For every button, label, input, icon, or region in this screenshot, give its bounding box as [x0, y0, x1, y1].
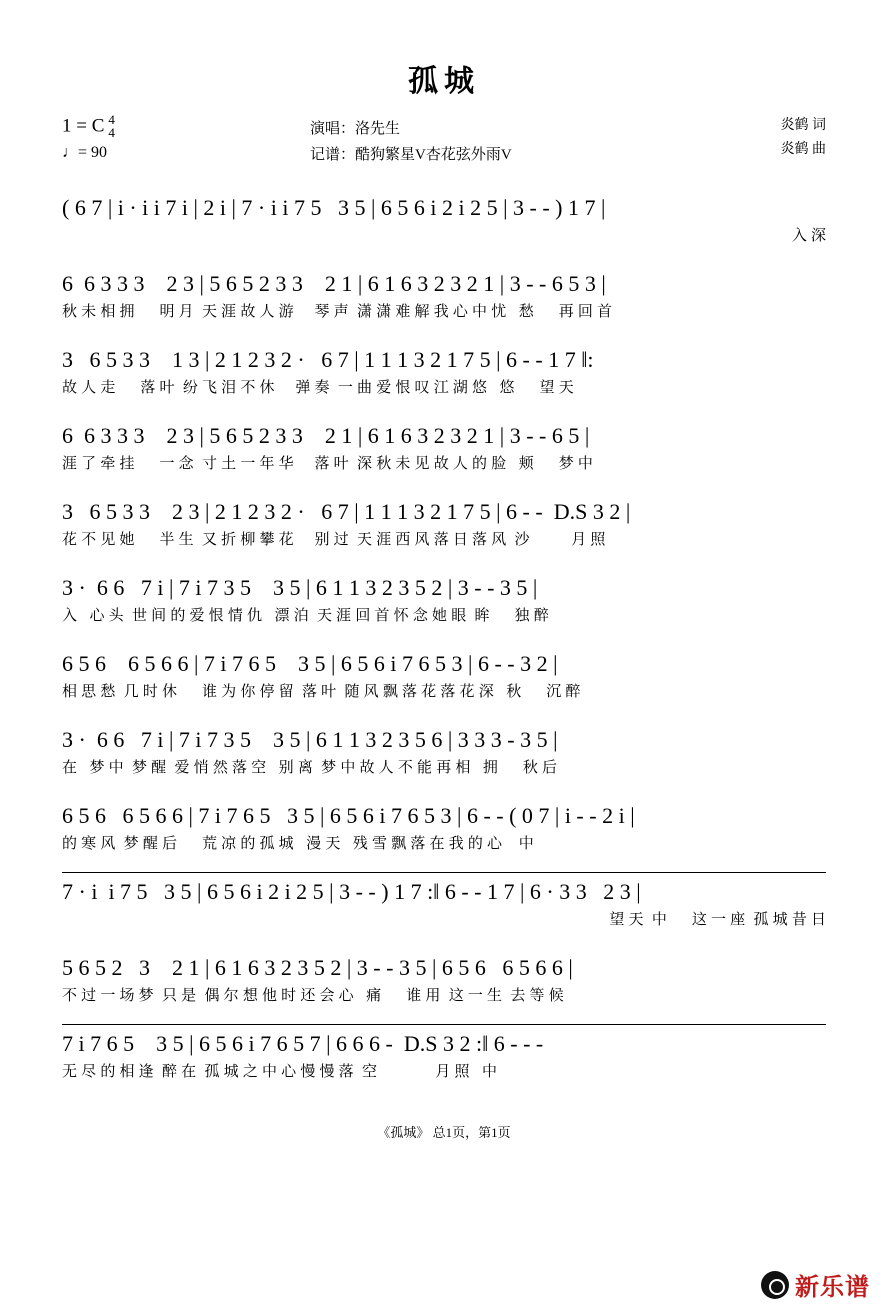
- lyricist-credit: 炎鹤 词: [780, 118, 826, 133]
- lyrics-row: 秋 未 相 拥 明 月 天 涯 故 人 游 琴 声 潇 潇 难 解 我 心 中 忧 愁 再 回 首: [62, 303, 613, 320]
- lyrics-row: 入 心 头 世 间 的 爱 恨 情 仇 漂 泊 天 涯 回 首 怀 念 她 眼 眸 独 醉: [62, 607, 549, 624]
- lyrics-row: 的 寒 风 梦 醒 后 荒 凉 的 孤 城 漫 天 残 雪 飘 落 在 我 的 心 中: [62, 835, 534, 852]
- lyrics-row: 无 尽 的 相 逢 醉 在 孤 城 之 中 心 慢 慢 落 空 月 照 中: [62, 1063, 498, 1080]
- staff-system: [62, 420, 826, 496]
- staff-system: [62, 496, 826, 572]
- logo-icon: [761, 1271, 789, 1299]
- composer-credit: 炎鹤 曲: [780, 142, 826, 157]
- notation-row: 6 6 3 3 3 2 3 | 5 6 5 2 3 3 2 1 | 6 1 6 3 2 3 2 1 | 3 - - 6 5 |: [62, 423, 590, 448]
- lyrics-row: 故 人 走 落 叶 纷 飞 泪 不 休 弹 奏 一 曲 爱 恨 叹 江 湖 悠 悠 望 天: [62, 379, 574, 396]
- time-signature: [108, 113, 115, 139]
- key-signature: [62, 114, 115, 140]
- notation-row: 3 6 5 3 3 1 3 | 2 1 2 3 2 · 6 7 | 1 1 1 3 2 1 7 5 | 6 - - 1 7 ‖:: [62, 347, 594, 372]
- lyrics-row: 在 梦 中 梦 醒 爱 悄 然 落 空 别 离 梦 中 故 人 不 能 再 相 拥 秋 后: [62, 759, 558, 776]
- lyrics-row: 入 深: [791, 227, 826, 244]
- performer-line: 演唱：洛先生: [310, 121, 401, 137]
- staff-system: [62, 800, 826, 876]
- logo-text: 新乐谱: [795, 1274, 870, 1301]
- lyrics-row: 花 不 见 她 半 生 又 折 柳 攀 花 别 过 天 涯 西 风 落 日 落 风 沙 月 照: [62, 531, 606, 548]
- lyrics-row: 涯 了 牵 挂 一 念 寸 土 一 年 华 落 叶 深 秋 未 见 故 人 的 脸 颊 梦 中: [62, 455, 593, 472]
- page-footer: 《孤城》 总1页，第1页: [377, 1125, 511, 1140]
- notation-row: 3 · 6 6 7 i | 7 i 7 3 5 3 5 | 6 1 1 3 2 3 5 6 | 3 3 3 - 3 5 |: [62, 727, 558, 752]
- staff-system: [62, 1028, 826, 1104]
- time-signature-top: 4: [108, 112, 115, 127]
- notation-line: 记谱：酷狗繁星V杏花弦外雨V: [310, 147, 512, 163]
- lyrics-row: 不 过 一 场 梦 只 是 偶 尔 想 他 时 还 会 心 痛 谁 用 这 一 生 去 等 候: [62, 987, 564, 1004]
- staff-system: [62, 192, 826, 268]
- notation-row: 6 5 6 6 5 6 6 | 7 i 7 6 5 3 5 | 6 5 6 i 7 6 5 3 | 6 - - 3 2 |: [62, 651, 558, 676]
- notation-row: 7 · i i 7 5 3 5 | 6 5 6 i 2 i 2 5 | 3 - - ) 1 7 :‖ 6 - - 1 7 | 6 · 3 3 2 3 |: [62, 879, 641, 904]
- notation-row: 7 i 7 6 5 3 5 | 6 5 6 i 7 6 5 7 | 6 6 6 - D.S 3 2 :‖ 6 - - -: [62, 1031, 544, 1056]
- notation-row: 3 · 6 6 7 i | 7 i 7 3 5 3 5 | 6 1 1 3 2 3 5 2 | 3 - - 3 5 |: [62, 575, 538, 600]
- score-header: [0, 114, 888, 192]
- staff-system: [62, 952, 826, 1028]
- staff-system: [62, 724, 826, 800]
- notation-row: 5 6 5 2 3 2 1 | 6 1 6 3 2 3 5 2 | 3 - - 3 5 | 6 5 6 6 5 6 6 |: [62, 955, 573, 980]
- notation-row: ( 6 7 | i · i i 7 i | 2 i | 7 · i i 7 5 3 5 | 6 5 6 i 2 i 2 5 | 3 - - ) 1 7 |: [62, 195, 606, 220]
- site-logo[interactable]: [761, 1267, 870, 1302]
- notation-row: 6 5 6 6 5 6 6 | 7 i 7 6 5 3 5 | 6 5 6 i 7 6 5 3 | 6 - - ( 0 7 | i - - 2 i |: [62, 803, 635, 828]
- lyrics-row: 望 天 中 这 一 座 孤 城 昔 日: [609, 911, 826, 928]
- notation-row: 3 6 5 3 3 2 3 | 2 1 2 3 2 · 6 7 | 1 1 1 3 2 1 7 5 | 6 - - D.S 3 2 |: [62, 499, 631, 524]
- staff-system: [62, 268, 826, 344]
- tempo-marking: ♩= 90: [62, 144, 108, 161]
- sheet-music-page: [0, 56, 888, 1312]
- time-signature-bottom: 4: [108, 125, 115, 140]
- key-signature-text: 1 = C: [62, 115, 105, 137]
- staff-system: [62, 876, 826, 952]
- page-title: 孤城: [408, 65, 480, 98]
- staff-system: [62, 572, 826, 648]
- staff-system: [62, 344, 826, 420]
- notation-row: 6 6 3 3 3 2 3 | 5 6 5 2 3 3 2 1 | 6 1 6 3 2 3 2 1 | 3 - - 6 5 3 |: [62, 271, 606, 296]
- credits-center: [310, 116, 512, 168]
- credits-right: [781, 114, 827, 162]
- lyrics-row: 相 思 愁 几 时 休 谁 为 你 停 留 落 叶 随 风 飘 落 花 落 花 深 秋 沉 醉: [62, 683, 581, 700]
- staff-system: [62, 648, 826, 724]
